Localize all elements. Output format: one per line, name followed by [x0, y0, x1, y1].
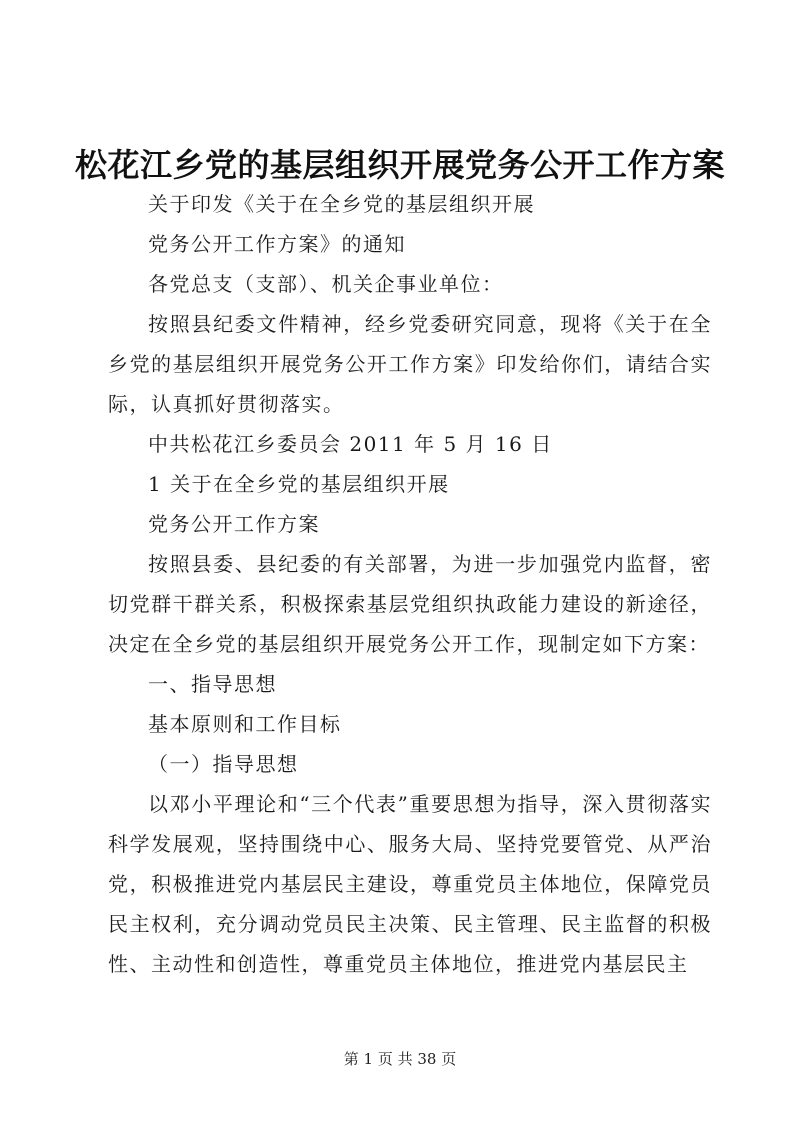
document-title: 松花江乡党的基层组织开展党务公开工作方案: [74, 146, 725, 184]
paragraph: 党务公开工作方案》的通知: [148, 232, 406, 256]
paragraph: 以邓小平理论和“三个代表”重要思想为指导，深入贯彻落实科学发展观，坚持围绕中心、服务大局、坚持党要管党、从严治党，积极推进党内基层民主建设，尊重党员主体地位，保障党员民主权利，充分调动党员民主决策、民主管理、民主监督的积极性、主动性和创造性，尊重党员主体地位，推进党内基层民主: [108, 792, 712, 976]
paragraph: 基本原则和工作目标: [148, 712, 342, 736]
paragraph: 1 关于在全乡党的基层组织开展: [148, 472, 450, 496]
paragraph: 按照县委、县纪委的有关部署，为进一步加强党内监督，密切党群干群关系，积极探索基层党组织执政能力建设的新途径，决定在全乡党的基层组织开展党务公开工作，现制定如下方案：: [108, 552, 712, 656]
paragraph: 党务公开工作方案: [148, 512, 320, 536]
paragraph: 关于印发《关于在全乡党的基层组织开展: [148, 192, 535, 216]
paragraph: （一）指导思想: [148, 752, 299, 776]
paragraph: 一、指导思想: [148, 672, 277, 696]
paragraph: 按照县纪委文件精神，经乡党委研究同意，现将《关于在全乡党的基层组织开展党务公开工作方案》印发给你们，请结合实际，认真抓好贯彻落实。: [108, 312, 712, 416]
page-footer: [0, 1049, 800, 1069]
paragraph: 各党总支（支部）、机关企事业单位：: [148, 272, 504, 296]
page-number-label: 第 1 页 共 38 页: [343, 1050, 457, 1068]
document-body: [108, 184, 712, 984]
paragraph: 中共松花江乡委员会 2011 年 5 月 16 日: [148, 432, 553, 456]
